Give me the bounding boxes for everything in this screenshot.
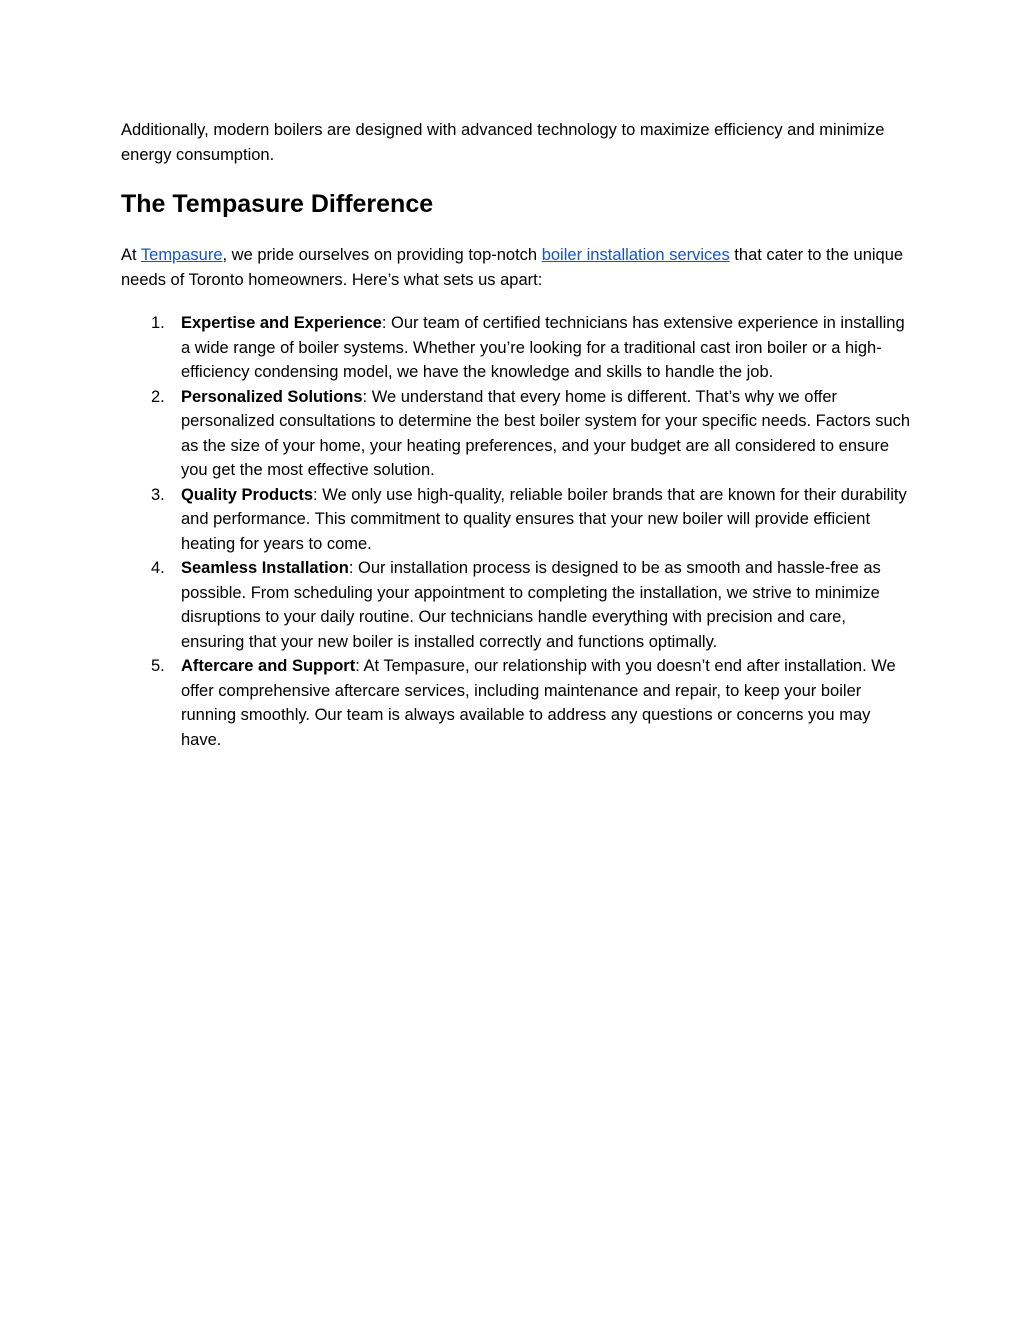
list-item [121, 483, 911, 557]
list-item [121, 654, 911, 752]
tempasure-link[interactable]: Tempasure [140, 246, 223, 264]
list-item [121, 385, 911, 483]
advantages-list [121, 311, 911, 752]
list-item-term: Quality Products [181, 485, 314, 504]
list-item-text: : Our installation process is designed to be as smooth and hassle-free as possible. From scheduling your appointment to completing the installation, we strive to minimize disruptions to your daily routine. Our technicians handle everything with precision and care, ensuring that your new boiler is installed correctly and functions optimally. [181, 559, 881, 651]
lead-prefix: At [121, 246, 141, 264]
list-item-term: Expertise and Experience [181, 314, 382, 332]
list-item-number: 5. [151, 657, 165, 675]
boiler-installation-services-link[interactable]: boiler installation services [541, 246, 730, 264]
list-item-text: : We only use high-quality, reliable boiler brands that are known for their durability and performance. This commitment to quality ensures that your new boiler will provide efficient heating for years to come. [181, 485, 907, 553]
lead-suffix: that cater to the unique needs of Toronto homeowners. Here’s what sets us apart: [121, 246, 904, 289]
intro-paragraph: Additionally, modern boilers are designed with advanced technology to maximize efficiency and minimize energy consumption. [121, 121, 885, 164]
list-item-number: 3. [151, 485, 165, 504]
list-item-number: 4. [151, 559, 165, 577]
list-item-text: : We understand that every home is different. That’s why we offer personalized consultations to determine the best boiler system for your specific needs. Factors such as the size of your home, your heating preferences, and your budget are all considered to ensure you get the most effective solution. [181, 387, 911, 479]
list-item-term: Personalized Solutions [181, 387, 363, 406]
list-item-number: 1. [151, 314, 165, 332]
list-item-term: Seamless Installation [181, 559, 349, 577]
lead-paragraph [121, 243, 911, 292]
list-item [121, 311, 911, 385]
list-item-text: : At Tempasure, our relationship with you doesn’t end after installation. We offer comprehensive aftercare services, including maintenance and repair, to keep your boiler running smoothly. Our team is always available to address any questions or concerns you may have. [181, 657, 896, 749]
section-heading: The Tempasure Difference [121, 190, 434, 218]
list-item-number: 2. [151, 387, 165, 406]
lead-middle: , we pride ourselves on providing top-notch [222, 246, 542, 264]
list-item [121, 556, 911, 654]
list-item-text: : Our team of certified technicians has extensive experience in installing a wide range of boiler systems. Whether you’re looking for a traditional cast iron boiler or a high-efficiency condensing model, we have the knowledge and skills to handle the job. [181, 314, 905, 381]
document-page [121, 118, 911, 752]
list-item-term: Aftercare and Support [181, 657, 356, 675]
